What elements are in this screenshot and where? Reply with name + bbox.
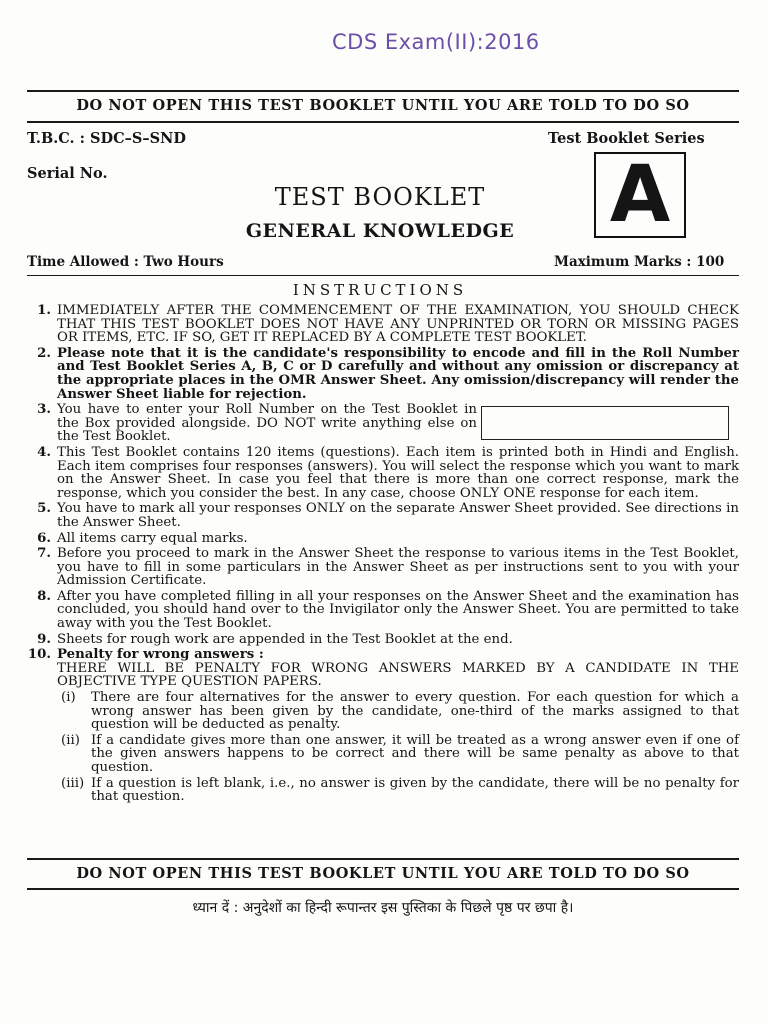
- penalty-subitem: [27, 734, 739, 775]
- instruction-number: 9.: [37, 631, 51, 647]
- booklet-series-box: [594, 152, 686, 238]
- instruction-text: THERE WILL BE PENALTY FOR WRONG ANSWERS MARKED BY A CANDIDATE IN THE OBJECTIVE TYPE QUESTION PAPERS.: [57, 660, 739, 690]
- penalty-subitem: [27, 777, 739, 804]
- tbc-code: T.B.C. : SDC–S–SND: [27, 130, 186, 147]
- booklet-series-label: Test Booklet Series: [548, 130, 705, 147]
- instruction-item: [27, 532, 739, 546]
- instruction-number: 2.: [37, 345, 51, 361]
- instruction-number: 6.: [37, 530, 51, 546]
- instruction-item: [27, 633, 739, 647]
- top-rule-lower: [27, 121, 739, 123]
- exam-stamp: CDS Exam(II):2016: [332, 30, 540, 54]
- instruction-item: [27, 347, 739, 401]
- warning-banner-top: DO NOT OPEN THIS TEST BOOKLET UNTIL YOU ARE TOLD TO DO SO: [76, 97, 690, 114]
- instruction-number: 5.: [37, 501, 51, 517]
- penalty-title: Penalty for wrong answers :: [57, 647, 264, 663]
- maximum-marks: Maximum Marks : 100: [554, 254, 725, 270]
- hindi-note: ध्यान दें : अनुदेशों का हिन्दी रूपान्तर इस पुस्तिका के पिछले पृष्ठ पर छपा है।: [192, 900, 574, 916]
- instruction-number: 3.: [37, 402, 51, 418]
- bottom-rule-lower: [27, 888, 739, 890]
- instruction-text: IMMEDIATELY AFTER THE COMMENCEMENT OF THE EXAMINATION, YOU SHOULD CHECK THAT THIS TEST BOOKLET DOES NOT HAVE ANY UNPRINTED OR TORN OR MISSING PAGES OR ITEMS, ETC. IF SO, GET IT REPLACED BY A COMPLETE TEST BOOKLET.: [57, 303, 739, 346]
- instruction-text: All items carry equal marks.: [57, 530, 248, 546]
- instruction-text: You have to mark all your responses ONLY on the separate Answer Sheet provided. See directions in the Answer Sheet.: [57, 501, 739, 530]
- instruction-text: Sheets for rough work are appended in the Test Booklet at the end.: [57, 631, 513, 647]
- warning-banner-bottom: DO NOT OPEN THIS TEST BOOKLET UNTIL YOU ARE TOLD TO DO SO: [76, 865, 690, 882]
- bottom-rule: [27, 858, 739, 860]
- instruction-item: [27, 590, 739, 631]
- subitem-number: (i): [61, 690, 76, 706]
- instruction-number: 8.: [37, 588, 51, 604]
- instruction-text: You have to enter your Roll Number on the Test Booklet in the Box provided alongside. DO NOT write anything else on the Test Booklet.: [57, 402, 477, 445]
- serial-number-label: Serial No.: [27, 165, 108, 182]
- instruction-item: [27, 446, 739, 500]
- subitem-number: (iii): [61, 775, 85, 791]
- booklet-title: TEST BOOKLET: [274, 183, 486, 211]
- time-allowed: Time Allowed : Two Hours: [27, 254, 224, 270]
- instruction-text: After you have completed filling in all your responses on the Answer Sheet and the examination has concluded, you should hand over to the Invigilator only the Answer Sheet. You are permitted to take away with you the Test Booklet.: [57, 588, 739, 632]
- booklet-series-letter: A: [609, 150, 671, 240]
- subitem-text: If a candidate gives more than one answer, it will be treated as a wrong answer even if one of the given answers happens to be correct and there will be same penalty as above to that question.: [91, 732, 739, 775]
- instruction-text: Please note that it is the candidate's responsibility to encode and fill in the Roll Number and Test Booklet Series A, B, C or D carefully and without any omission or discrepancy at the appropriate places in the OMR Answer Sheet. Any omission/discrepancy will render the Answer Sheet liable for rejection.: [57, 345, 739, 402]
- header-divider: [27, 275, 739, 276]
- instruction-number: 7.: [37, 546, 51, 562]
- roll-number-box[interactable]: [481, 406, 729, 440]
- penalty-subitem: [27, 691, 739, 732]
- instruction-item: [27, 648, 739, 689]
- instructions-list: [27, 304, 739, 806]
- top-rule: [27, 90, 739, 92]
- instruction-text: This Test Booklet contains 120 items (questions). Each item is printed both in Hindi and English. Each item comprises four responses (answers). You will select the response which you want to mark on the Answer Sheet. In case you feel that there is more than one correct response, mark the response, which you consider the best. In any case, choose ONLY ONE response for each item.: [57, 444, 739, 501]
- instruction-item: [27, 502, 739, 529]
- instructions-heading: INSTRUCTIONS: [292, 281, 468, 299]
- instruction-number: 1.: [37, 303, 51, 318]
- instruction-text: Before you proceed to mark in the Answer Sheet the response to various items in the Test Booklet, you have to fill in some particulars in the Answer Sheet as per instructions sent to you with your Admission Certificate.: [57, 546, 739, 589]
- subitem-text: If a question is left blank, i.e., no answer is given by the candidate, there will be no penalty for that question.: [91, 775, 739, 805]
- subitem-number: (ii): [61, 732, 80, 748]
- subject-title: GENERAL KNOWLEDGE: [245, 220, 515, 242]
- instruction-number: 10.: [27, 647, 51, 663]
- instruction-item: [27, 547, 739, 588]
- instruction-number: 4.: [37, 444, 51, 460]
- instruction-item: [27, 403, 739, 444]
- instruction-item: [27, 304, 739, 345]
- subitem-text: There are four alternatives for the answer to every question. For each question for which a wrong answer has been given by the candidate, one-third of the marks assigned to that question will be deducted as penalty.: [91, 690, 739, 733]
